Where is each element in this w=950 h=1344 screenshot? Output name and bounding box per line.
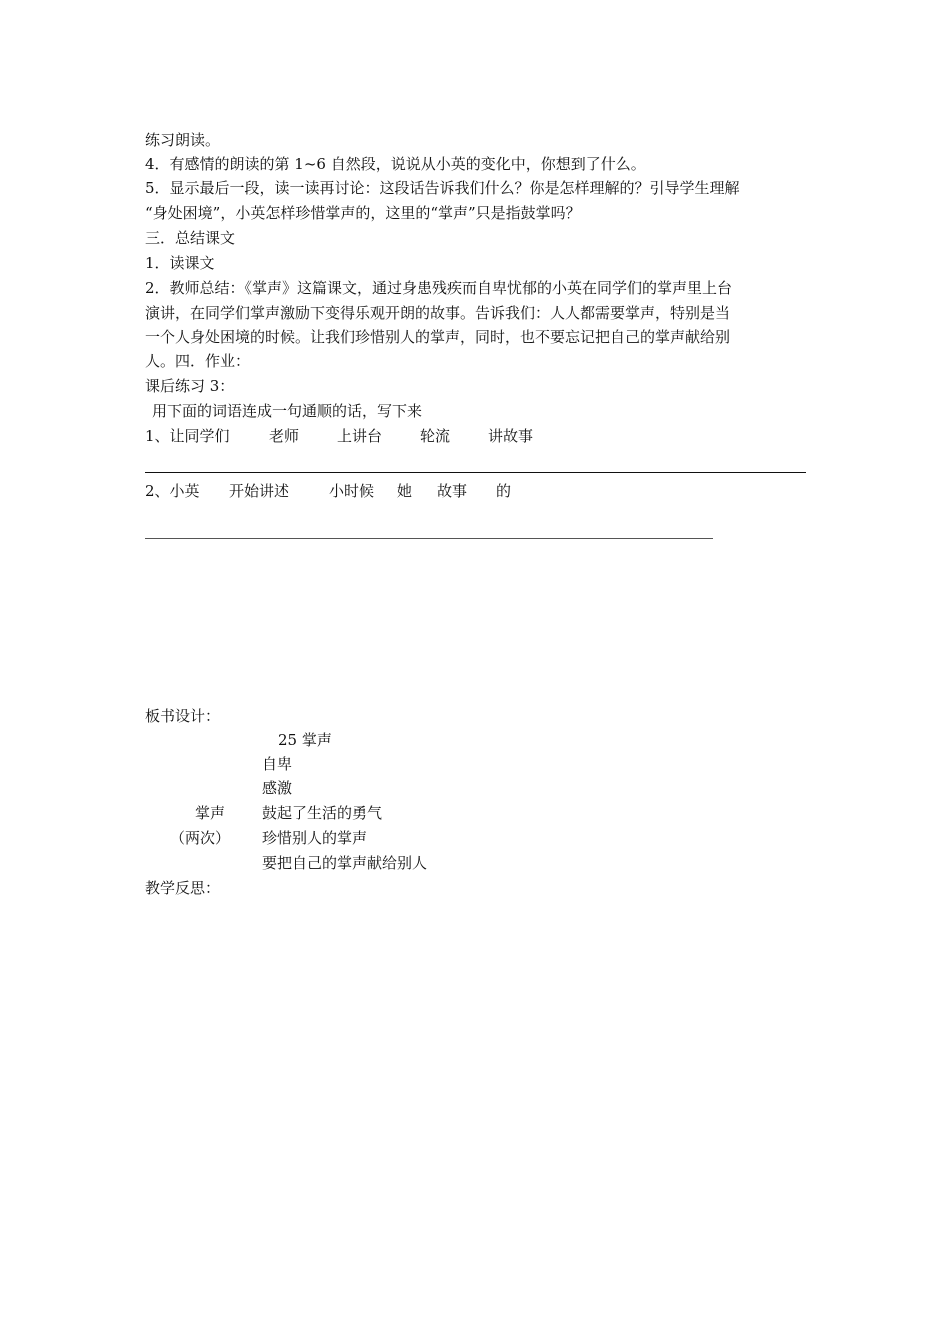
board-item: 要把自己的掌声献给别人: [262, 854, 428, 872]
exercise-q2-number: 2、小英: [145, 482, 200, 500]
exercise-q1-word: 上讲台: [337, 427, 383, 445]
exercise-q2-word: 小时候: [329, 482, 375, 500]
exercise-title: 课后练习 3：: [145, 377, 235, 395]
text-line-teacher-summary-4: 人。四．作业：: [145, 352, 251, 370]
exercise-instruction: 用下面的词语连成一句通顺的话，写下来: [152, 402, 423, 420]
exercise-q1-word: 老师: [269, 427, 300, 445]
board-design-heading: 板书设计：: [145, 707, 221, 725]
answer-line-q1: [145, 472, 806, 473]
board-item: 鼓起了生活的勇气: [262, 804, 383, 822]
text-line-teacher-summary-2: 演讲，在同学们掌声激励下变得乐观开朗的故事。告诉我们：人人都需要掌声，特别是当: [145, 304, 731, 322]
board-item: 自卑: [262, 755, 293, 773]
board-item: 珍惜别人的掌声: [262, 829, 368, 847]
section-heading-summary: 三．总结课文: [145, 229, 236, 247]
exercise-q2-word: 她: [397, 482, 413, 500]
text-line-read-text: 1．读课文: [145, 254, 215, 272]
exercise-q1-word: 轮流: [420, 427, 451, 445]
board-left-sub: （两次）: [170, 829, 231, 847]
text-line-step-5: 5．显示最后一段，读一读再讨论：这段话告诉我们什么？你是怎样理解的？引导学生理解: [145, 179, 740, 197]
exercise-q2-word: 故事: [437, 482, 468, 500]
text-line-teacher-summary-1: 2．教师总结：《掌声》这篇课文，通过身患残疾而自卑忧郁的小英在同学们的掌声里上台: [145, 279, 733, 297]
exercise-q1-word: 讲故事: [488, 427, 534, 445]
text-line-step-4: 4．有感情的朗读的第 1~6 自然段，说说从小英的变化中，你想到了什么。: [145, 155, 646, 173]
exercise-q2-word: 的: [496, 482, 512, 500]
exercise-q1-number: 1、让同学们: [145, 427, 230, 445]
teaching-reflection-heading: 教学反思：: [145, 879, 221, 897]
text-line-step-5-cont: “身处困境”，小英怎样珍惜掌声的，这里的“掌声”只是指鼓掌吗？: [145, 204, 581, 222]
exercise-q2-word: 开始讲述: [229, 482, 290, 500]
answer-line-q2: [145, 538, 713, 539]
board-left-main: 掌声: [195, 804, 226, 822]
board-title: 25 掌声: [278, 731, 332, 749]
text-line-teacher-summary-3: 一个人身处困境的时候。让我们珍惜别人的掌声，同时，也不要忘记把自己的掌声献给别: [145, 328, 731, 346]
text-line-practice-reading: 练习朗读。: [145, 131, 221, 149]
board-item: 感激: [262, 779, 293, 797]
